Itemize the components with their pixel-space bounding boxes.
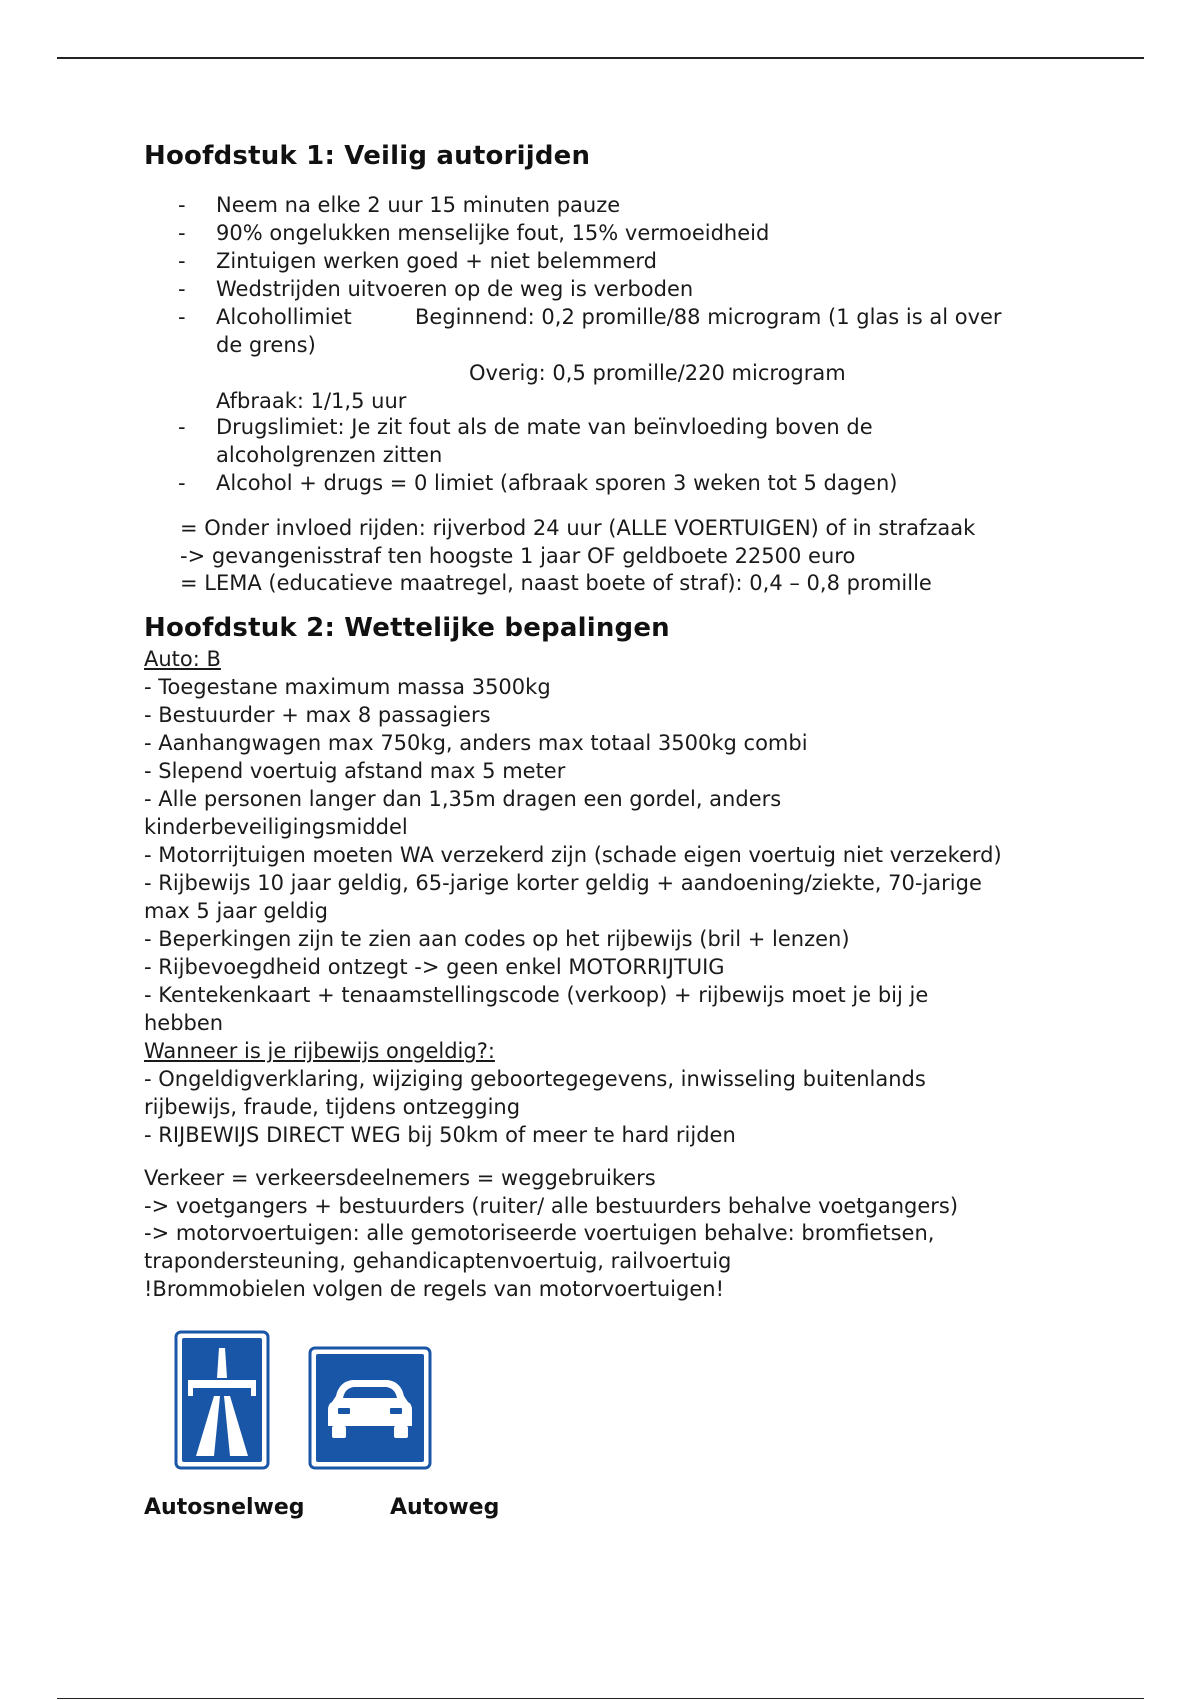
chapter-2-title: Hoofdstuk 2: Wettelijke bepalingen [144,613,670,643]
car-wheel [332,1426,346,1438]
alcohol-beginnend: Beginnend: 0,2 promille/88 microgram (1 glas is al over [415,305,1002,329]
bridge-pillar [251,1388,256,1396]
drugs-cont: alcoholgrenzen zitten [216,443,443,467]
text-line: - Ongeldigverklaring, wijziging geboortegegevens, inwisseling buitenlands [144,1067,926,1091]
car-headlight [338,1408,350,1414]
text-line: hebben [144,1011,224,1035]
summary-line: = Onder invloed rijden: rijverbod 24 uur (ALLE VOERTUIGEN) of in strafzaak [180,516,976,540]
car-icon [308,1346,432,1470]
text-line: rijbewijs, fraude, tijdens ontzegging [144,1095,521,1119]
car-headlight [390,1408,402,1414]
invalid-heading: Wanneer is je rijbewijs ongeldig?: [144,1039,495,1063]
alcohol-overig: Overig: 0,5 promille/220 microgram [469,361,846,385]
text-line: - Kentekenkaart + tenaamstellingscode (verkoop) + rijbewijs moet je bij je [144,983,929,1007]
text-line: - Rijbevoegdheid ontzegt -> geen enkel MOTORRIJTUIG [144,955,725,979]
summary-line: -> gevangenisstraf ten hoogste 1 jaar OF geldboete 22500 euro [180,544,856,568]
summary-line: = LEMA (educatieve maatregel, naast boete of straf): 0,4 – 0,8 promille [180,571,932,595]
footer-rule [57,1698,1144,1699]
chapter-1-title: Hoofdstuk 1: Veilig autorijden [144,141,591,171]
text-line: -> voetgangers + bestuurders (ruiter/ alle bestuurders behalve voetgangers) [144,1194,959,1218]
text-line: max 5 jaar geldig [144,899,328,923]
text-line: kinderbeveiligingsmiddel [144,815,408,839]
bridge-pillar [188,1388,193,1396]
alcohol-label: Alcohollimiet [216,305,352,329]
car-body [328,1380,412,1426]
text-line: - Toegestane maximum massa 3500kg [144,675,551,699]
expressway-caption: Autoweg [390,1495,500,1520]
text-line: - Beperkingen zijn te zien aan codes op het rijbewijs (bril + lenzen) [144,927,850,951]
auto-heading: Auto: B [144,647,221,671]
text-line: -> motorvoertuigen: alle gemotoriseerde voertuigen behalve: bromfietsen, [144,1221,935,1245]
text-line: - Slepend voertuig afstand max 5 meter [144,759,566,783]
bridge-deck [188,1380,256,1388]
alcohol-beginnend-cont: de grens) [216,333,316,357]
expressway-sign [308,1346,432,1474]
text-line: - Rijbewijs 10 jaar geldig, 65-jarige korter geldig + aandoening/ziekte, 70-jarige [144,871,982,895]
text-line: - Alle personen langer dan 1,35m dragen een gordel, anders [144,787,782,811]
car-wheel [394,1426,408,1438]
alcohol-afbraak: Afbraak: 1/1,5 uur [216,389,407,413]
text-line: trapondersteuning, gehandicaptenvoertuig, railvoertuig [144,1249,732,1273]
text-line: Verkeer = verkeersdeelnemers = weggebruikers [144,1166,656,1190]
motorway-sign [174,1330,270,1474]
header-rule [57,57,1144,59]
text-line: - Aanhangwagen max 750kg, anders max totaal 3500kg combi [144,731,808,755]
motorway-icon [174,1330,270,1470]
text-line: !Brommobielen volgen de regels van motorvoertuigen! [144,1277,724,1301]
text-line: - Bestuurder + max 8 passagiers [144,703,491,727]
motorway-caption: Autosnelweg [144,1495,305,1520]
text-line: - Motorrijtuigen moeten WA verzekerd zijn (schade eigen voertuig niet verzekerd) [144,843,1002,867]
car-windshield [343,1387,397,1398]
text-line: - RIJBEWIJS DIRECT WEG bij 50km of meer te hard rijden [144,1123,736,1147]
